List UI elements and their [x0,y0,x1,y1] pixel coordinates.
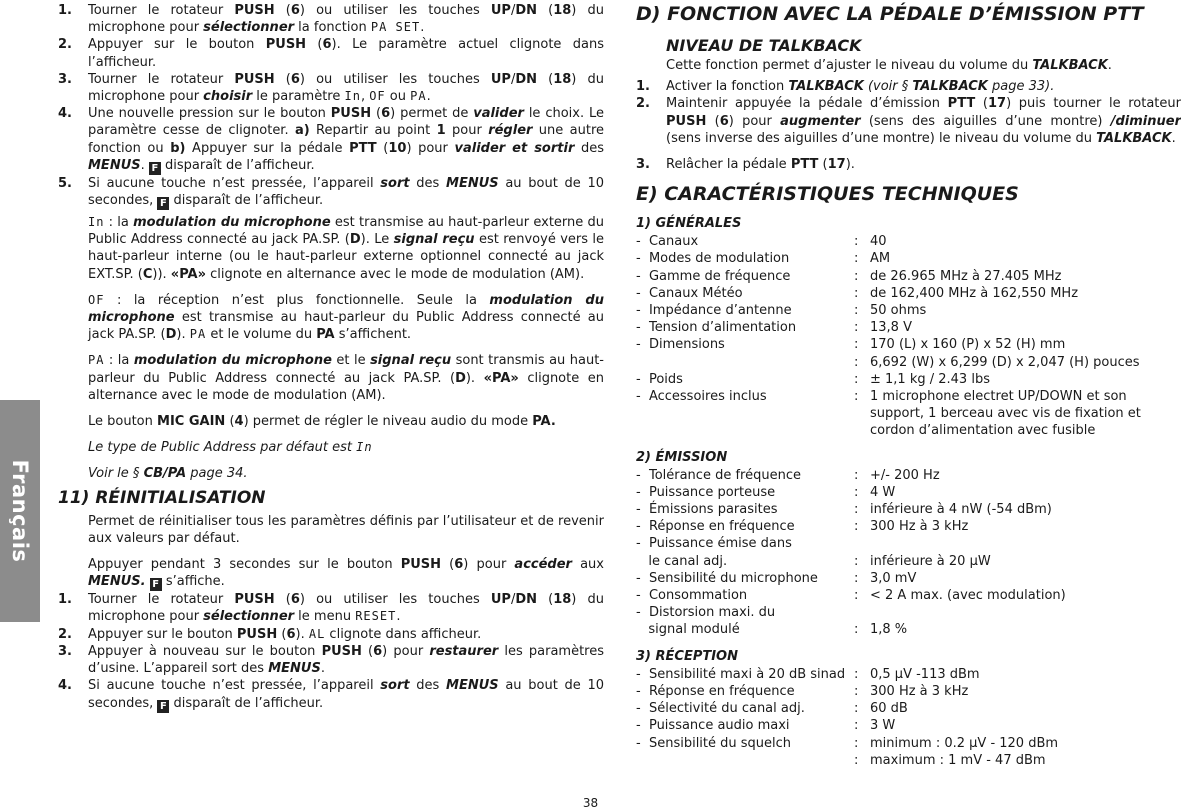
spec-row [636,268,1181,285]
spec-value: +/- 200 Hz [870,467,940,483]
spec-colon: : [854,588,859,604]
spec-colon: : [854,389,859,405]
spec-row [636,302,1181,319]
spec-row [636,621,1181,638]
spec-value: de 162,400 MHz à 162,550 MHz [870,285,1079,301]
spec-row [636,285,1181,302]
spec-row [636,752,1181,769]
right-column [636,2,1181,769]
spec-value: 300 Hz à 3 kHz [870,519,969,535]
spec-colon: : [854,735,859,751]
spec-value: 40 [870,234,887,250]
spec-list-reception [636,666,1181,769]
spec-row [636,336,1181,353]
spec-colon: : [854,502,859,518]
spec-row [636,666,1181,683]
spec-colon: : [854,320,859,336]
spec-key: - Sensibilité maxi à 20 dB sinad [636,666,846,682]
step-3: 3. Tourner le rotateur PUSH (6) ou utiliser les touches UP/DN (18) du microphone pour choisir le paramètre In, OF ou PA. [58,71,604,105]
spec-value: ± 1,1 kg / 2.43 lbs [870,371,990,387]
language-side-tab [0,400,40,622]
section-title-specs: E) CARACTÉRISTIQUES TECHNIQUES [636,183,1019,206]
spec-value: de 26.965 MHz à 27.405 MHz [870,268,1062,284]
spec-colon [854,604,870,621]
spec-value: 50 ohms [870,303,927,319]
spec-value: minimum : 0.2 µV - 120 dBm [870,735,1059,751]
spec-colon: : [854,303,859,319]
spec-value: 6,692 (W) x 6,299 (D) x 2,047 (H) pouces [870,354,1140,370]
spec-key: - Puissance émise dans [636,536,792,552]
spec-colon: : [854,718,859,734]
spec-row [636,535,1181,552]
spec-value: maximum : 1 mV - 47 dBm [870,752,1046,768]
section-title-ptt: D) FONCTION AVEC LA PÉDALE D’ÉMISSION PTT [636,3,1144,25]
spec-key: - Distorsion maxi. du [636,605,776,621]
spec-row [636,484,1181,501]
spec-group-emission: 2) ÉMISSION [636,449,728,465]
step-5: 5. Si aucune touche n’est pressée, l’appareil sort des MENUS au bout de 10 secondes, F disparaît de l’afficheur. [58,175,604,210]
spec-key: - Impédance d’antenne [636,303,792,319]
function-f-icon: F [150,578,162,591]
spec-value: < 2 A max. (avec modulation) [870,588,1066,604]
spec-row [636,604,1181,621]
spec-row [636,319,1181,336]
spec-row [636,250,1181,267]
section-title-reinit: 11) RÉINITIALISATION [58,487,266,508]
step-2: 2. Appuyer sur le bouton PUSH (6). Le paramètre actuel clignote dans l’afficheur. [58,37,604,70]
spec-key: - Dimensions [636,337,725,353]
spec-list-emission [636,467,1181,639]
spec-key [636,752,854,769]
spec-value: 4 W [870,484,896,500]
spec-colon: : [854,519,859,535]
spec-value: AM [870,251,891,267]
function-f-icon: F [157,197,169,210]
spec-row [636,233,1181,250]
spec-key: - Sélectivité du canal adj. [636,701,805,717]
spec-key: - Tension d’alimentation [636,320,797,336]
spec-colon: : [854,285,859,301]
spec-row [636,587,1181,604]
spec-key: - Consommation [636,588,748,604]
spec-value [870,604,1181,621]
talkback-step-2: 2. Maintenir appuyée la pédale d’émission PTT (17) puis tourner le rotateur PUSH (6) pour augmenter (sens des aiguilles d’une montre) /diminuer (sens inverse des aiguilles d’une montre) le niveau du volume du TALKBACK. [636,96,1181,146]
para-see-also: Voir le § CB/PA page 34. [88,466,248,482]
para-reinit-access: Appuyer pendant 3 secondes sur le bouton PUSH (6) pour accéder aux MENUS. F s’affiche. [88,557,604,591]
spec-row [636,553,1181,570]
talkback-step-1: 1. Activer la fonction TALKBACK (voir § TALKBACK page 33). [636,79,1055,95]
spec-value: 0,5 µV -113 dBm [870,666,980,682]
spec-colon: : [854,553,859,569]
spec-row [636,501,1181,518]
spec-group-reception: 3) RÉCEPTION [636,648,738,664]
reset-step-3: 3. Appuyer à nouveau sur le bouton PUSH (6) pour restaurer les paramètres d’usine. L’appareil sort des MENUS. [58,643,604,677]
spec-key: - Tolérance de fréquence [636,467,801,483]
spec-key: - Modes de modulation [636,251,790,267]
spec-value: 60 dB [870,701,908,717]
spec-row [636,354,1181,371]
para-in-mode: In : la modulation du microphone est transmise au haut-parleur externe du Public Address connecté au jack PA.SP. (D). Le signal reçu est renvoyé vers le haut-parleur interne (ou le haut-parleur externe optionnel connecté au jack EXT.SP. (C)). «PA» clignote en alternance avec le mode de modulation (AM). [88,215,605,282]
para-default: Le type de Public Address par défaut est In [88,440,373,456]
spec-value: inférieure à 20 µW [870,553,991,569]
spec-row [636,570,1181,587]
spec-key: - Accessoires inclus [636,389,767,405]
spec-row [636,735,1181,752]
spec-row [636,717,1181,734]
lcd-text: PA SET [370,20,421,35]
spec-colon: : [854,570,859,586]
function-f-icon: F [149,162,161,175]
spec-key: - Poids [636,371,683,387]
spec-colon: : [854,683,859,699]
spec-key: - Réponse en fréquence [636,683,795,699]
language-label: Français [8,459,32,563]
spec-colon: : [854,251,859,267]
spec-value: 170 (L) x 160 (P) x 52 (H) mm [870,337,1066,353]
para-talkback-intro: Cette fonction permet d’ajuster le niveau du volume du TALKBACK. [666,58,1112,73]
spec-key: - Sensibilité du squelch [636,735,792,751]
spec-key [636,354,854,371]
spec-colon: : [854,752,859,768]
spec-value: 3,0 mV [870,570,917,586]
subsection-title-talkback: NIVEAU DE TALKBACK [666,36,862,55]
spec-colon: : [854,622,859,638]
reset-step-4: 4. Si aucune touche n’est pressée, l’appareil sort des MENUS au bout de 10 secondes, F disparaît de l’afficheur. [58,678,604,712]
step-4: 4. Une nouvelle pression sur le bouton PUSH (6) permet de valider le choix. Le paramètre cesse de clignoter. a) Repartir au point 1 pour régler une autre fonction ou b) Appuyer sur la pédale PTT (10) pour valider et sortir des MENUS. F disparaît de l’afficheur. [58,106,605,174]
spec-list-general [636,233,1181,439]
spec-row [636,518,1181,535]
spec-key: le canal adj. [636,553,728,569]
page-number: 38 [582,796,599,810]
para-pa-mode: PA : la modulation du microphone et le signal reçu sont transmis au haut-parleur du Public Address connecté au jack PA.SP. (D). «PA» clignote en alternance avec le mode de modulation (AM). [88,353,604,403]
spec-colon: : [854,234,859,250]
spec-key: - Réponse en fréquence [636,519,795,535]
spec-key: - Gamme de fréquence [636,268,791,284]
spec-key: - Canaux [636,234,699,250]
spec-colon [854,535,870,552]
spec-row [636,683,1181,700]
spec-colon: : [854,354,859,370]
spec-colon: : [854,666,859,682]
reset-step-2: 2. Appuyer sur le bouton PUSH (6). AL clignote dans afficheur. [58,626,482,642]
step-1: 1. Tourner le rotateur PUSH (6) ou utiliser les touches UP/DN (18) du microphone pour sélectionner la fonction PA SET. [58,3,604,36]
para-mic-gain: Le bouton MIC GAIN (4) permet de régler le niveau audio du mode PA. [88,414,556,430]
para-reinit-desc: Permet de réinitialiser tous les paramètres définis par l’utilisateur et de revenir aux valeurs par défaut. [88,513,604,546]
spec-row [636,467,1181,484]
spec-colon: : [854,371,859,387]
spec-value [870,535,1181,552]
spec-value: 3 W [870,718,896,734]
spec-key: - Puissance porteuse [636,484,776,500]
function-f-icon: F [157,700,169,713]
left-column [58,2,604,713]
spec-key: - Canaux Météo [636,285,743,301]
spec-key: - Émissions parasites [636,502,778,518]
spec-row [636,700,1181,717]
spec-value: inférieure à 4 nW (-54 dBm) [870,502,1052,518]
spec-group-general: 1) GÉNÉRALES [636,216,742,232]
spec-row [636,388,1181,440]
spec-value: 1,8 % [870,622,908,638]
para-of-mode: OF : la réception n’est plus fonctionnelle. Seule la modulation du microphone est transmise au haut-parleur du Public Address connecté au jack PA.SP. (D). PA et le volume du PA s’affichent. [88,292,604,343]
spec-key: - Sensibilité du microphone [636,570,818,586]
spec-row [636,371,1181,388]
spec-value: 13,8 V [870,320,912,336]
spec-colon: : [854,484,859,500]
spec-value: 300 Hz à 3 kHz [870,683,969,699]
spec-value: 1 microphone electret UP/DOWN et son support, 1 berceau avec vis de fixation et cordon d’alimentation avec fusible [870,389,1141,439]
spec-key: signal modulé [636,622,740,638]
spec-colon: : [854,268,859,284]
spec-colon: : [854,337,859,353]
spec-colon: : [854,467,859,483]
reset-step-1: 1. Tourner le rotateur PUSH (6) ou utiliser les touches UP/DN (18) du microphone pour sélectionner le menu RESET. [58,592,604,625]
spec-key: - Puissance audio maxi [636,718,790,734]
spec-colon: : [854,701,859,717]
talkback-step-3: 3. Relâcher la pédale PTT (17). [636,157,855,173]
